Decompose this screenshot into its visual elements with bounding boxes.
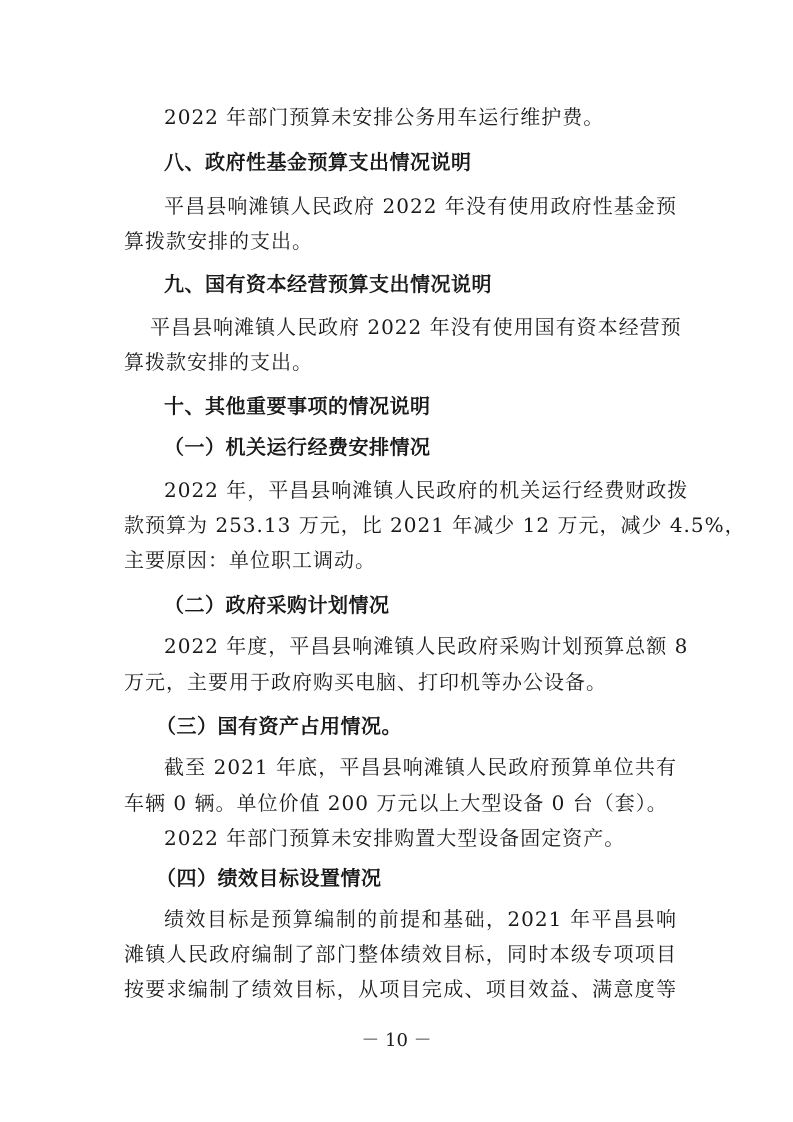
paragraph-line: 平昌县响滩镇人民政府 2022 年没有使用国有资本经营预 [150,315,682,339]
paragraph-line: 2022 年，平昌县响滩镇人民政府的机关运行经费财政拨 [164,478,689,502]
section-heading-9: 九、国有资本经营预算支出情况说明 [164,272,492,296]
paragraph-line: 平昌县响滩镇人民政府 2022 年没有使用政府性基金预 [164,194,677,218]
paragraph-line: 车辆 0 辆。单位价值 200 万元以上大型设备 0 台（套）。 [124,791,668,815]
subsection-heading-3: （三）国有资产占用情况。 [156,714,402,738]
paragraph-line: 万元，主要用于政府购买电脑、打印机等办公设备。 [124,670,607,694]
paragraph-line: 2022 年部门预算未安排公务用车运行维护费。 [164,105,605,129]
subsection-heading-4: （四）绩效目标设置情况 [156,866,382,890]
subsection-heading-1: （一）机关运行经费安排情况 [164,435,431,459]
paragraph-line: 算拨款安排的支出。 [124,229,313,253]
paragraph-line: 算拨款安排的支出。 [124,350,313,374]
paragraph-line: 绩效目标是预算编制的前提和基础，2021 年平昌县响 [164,907,677,931]
paragraph-line: 截至 2021 年底，平昌县响滩镇人民政府预算单位共有 [164,755,677,779]
section-heading-8: 八、政府性基金预算支出情况说明 [164,150,472,174]
page-number: － 10 － [361,1030,432,1051]
paragraph-line: 滩镇人民政府编制了部门整体绩效目标，同时本级专项项目 [124,942,677,966]
paragraph-line: 2022 年部门预算未安排购置大型设备固定资产。 [164,826,626,850]
paragraph-line: 款预算为 253.13 万元，比 2021 年减少 12 万元，减少 4.5%， [124,513,746,537]
section-heading-10: 十、其他重要事项的情况说明 [164,394,431,418]
subsection-heading-2: （二）政府采购计划情况 [164,593,390,617]
paragraph-line: 主要原因：单位职工调动。 [124,548,376,572]
paragraph-line: 2022 年度，平昌县响滩镇人民政府采购计划预算总额 8 [164,634,689,658]
paragraph-line: 按要求编制了绩效目标，从项目完成、项目效益、满意度等 [124,977,677,1001]
